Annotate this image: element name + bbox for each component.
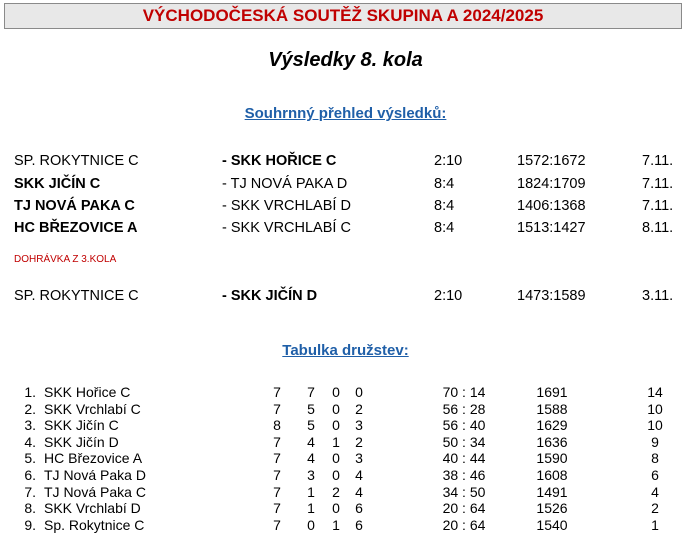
points-ratio: 34 : 50	[442, 483, 486, 500]
position: 5.	[24, 450, 36, 467]
standings-row	[0, 401, 691, 417]
match-score: 2:10	[434, 153, 463, 169]
position: 3.	[24, 417, 36, 434]
home-team: HC BŘEZOVICE A	[14, 220, 138, 236]
team-name: SKK Jičín C	[44, 417, 119, 434]
match-date: 3.11.	[642, 288, 674, 304]
games-drawn: 0	[332, 450, 340, 467]
match-date: 7.11.	[642, 153, 674, 169]
team-name: TJ Nová Paka D	[44, 467, 146, 483]
average-pins: 1629	[536, 417, 568, 434]
makeup-note: DOHRÁVKA Z 3.KOLA	[14, 254, 117, 265]
away-team: - SKK VRCHLABÍ D	[222, 198, 351, 214]
match-date: 7.11.	[642, 176, 674, 192]
average-pins: 1590	[536, 450, 568, 467]
games-played: 7	[273, 433, 281, 450]
team-points: 1	[651, 516, 659, 533]
team-name: SKK Vrchlabí C	[44, 400, 141, 417]
average-pins: 1540	[536, 516, 568, 533]
average-pins: 1636	[536, 433, 568, 450]
games-won: 5	[307, 417, 315, 434]
standings-row	[0, 450, 691, 466]
games-lost: 6	[355, 500, 363, 517]
games-drawn: 0	[332, 417, 340, 434]
position: 9.	[24, 516, 36, 533]
team-name: SKK Jičín D	[44, 433, 119, 450]
team-points: 6	[651, 467, 659, 483]
team-name: HC Březovice A	[44, 450, 143, 467]
summary-heading: Souhrnný přehled výsledků:	[244, 105, 447, 122]
match-score: 2:10	[434, 288, 463, 304]
points-ratio: 56 : 40	[442, 417, 486, 434]
away-team: - TJ NOVÁ PAKA D	[222, 176, 348, 192]
pin-score: 1473:1589	[517, 288, 586, 304]
team-points: 10	[647, 400, 663, 417]
result-row	[0, 176, 691, 196]
standings-row	[0, 500, 691, 516]
games-lost: 3	[355, 417, 363, 434]
games-lost: 4	[355, 483, 363, 500]
games-played: 7	[273, 500, 281, 517]
match-date: 8.11.	[642, 220, 674, 236]
games-drawn: 1	[332, 433, 340, 450]
points-ratio: 56 : 28	[442, 400, 486, 417]
games-lost: 2	[355, 400, 363, 417]
points-ratio: 40 : 44	[442, 450, 486, 467]
standings-row	[0, 434, 691, 450]
games-won: 4	[307, 433, 315, 450]
games-won: 1	[307, 483, 315, 500]
team-points: 2	[651, 500, 659, 517]
standings-row	[0, 384, 691, 400]
table-heading: Tabulka družstev:	[282, 342, 409, 359]
position: 6.	[24, 467, 36, 483]
games-drawn: 1	[332, 516, 340, 533]
home-team: SKK JIČÍN C	[14, 176, 101, 192]
away-team: - SKK HOŘICE C	[222, 153, 337, 169]
games-played: 7	[273, 516, 281, 533]
match-score: 8:4	[434, 176, 455, 192]
points-ratio: 20 : 64	[442, 516, 486, 533]
games-drawn: 0	[332, 500, 340, 517]
match-date: 7.11.	[642, 198, 674, 214]
average-pins: 1526	[536, 500, 568, 517]
team-name: TJ Nová Paka C	[44, 483, 146, 500]
position: 4.	[24, 433, 36, 450]
team-points: 14	[647, 384, 663, 400]
games-played: 7	[273, 384, 281, 400]
games-drawn: 0	[332, 384, 340, 400]
team-name: SKK Hořice C	[44, 384, 131, 400]
games-won: 7	[307, 384, 315, 400]
team-name: Sp. Rokytnice C	[44, 516, 145, 533]
team-points: 4	[651, 483, 659, 500]
games-won: 3	[307, 467, 315, 483]
games-lost: 6	[355, 516, 363, 533]
makeup-result-row	[0, 288, 691, 308]
pin-score: 1572:1672	[517, 153, 586, 169]
games-lost: 2	[355, 433, 363, 450]
average-pins: 1491	[536, 483, 568, 500]
games-played: 7	[273, 467, 281, 483]
points-ratio: 70 : 14	[442, 384, 486, 400]
round-title: Výsledky 8. kola	[268, 49, 423, 71]
position: 2.	[24, 400, 36, 417]
pin-score: 1406:1368	[517, 198, 586, 214]
games-won: 1	[307, 500, 315, 517]
standings-row	[0, 417, 691, 433]
games-won: 5	[307, 400, 315, 417]
result-row	[0, 153, 691, 173]
position: 1.	[24, 384, 36, 400]
pin-score: 1824:1709	[517, 176, 586, 192]
games-played: 7	[273, 483, 281, 500]
games-lost: 4	[355, 467, 363, 483]
result-row	[0, 198, 691, 218]
average-pins: 1608	[536, 467, 568, 483]
standings-row	[0, 467, 691, 483]
team-points: 10	[647, 417, 663, 434]
home-team: SP. ROKYTNICE C	[14, 288, 139, 304]
position: 8.	[24, 500, 36, 517]
games-drawn: 0	[332, 467, 340, 483]
games-won: 4	[307, 450, 315, 467]
home-team: SP. ROKYTNICE C	[14, 153, 139, 169]
pin-score: 1513:1427	[517, 220, 586, 236]
games-lost: 3	[355, 450, 363, 467]
games-drawn: 2	[332, 483, 340, 500]
team-name: SKK Vrchlabí D	[44, 500, 141, 517]
home-team: TJ NOVÁ PAKA C	[14, 198, 135, 214]
games-played: 7	[273, 400, 281, 417]
away-team: - SKK VRCHLABÍ C	[222, 220, 351, 236]
result-row	[0, 220, 691, 240]
points-ratio: 20 : 64	[442, 500, 486, 517]
competition-title: VÝCHODOČESKÁ SOUTĚŽ SKUPINA A 2024/2025	[4, 3, 682, 29]
standings-row	[0, 517, 691, 533]
games-won: 0	[307, 516, 315, 533]
games-drawn: 0	[332, 400, 340, 417]
standings-row	[0, 484, 691, 500]
team-points: 9	[651, 433, 659, 450]
points-ratio: 38 : 46	[442, 467, 486, 483]
match-score: 8:4	[434, 220, 455, 236]
games-played: 7	[273, 450, 281, 467]
position: 7.	[24, 483, 36, 500]
average-pins: 1588	[536, 400, 568, 417]
games-played: 8	[273, 417, 281, 434]
average-pins: 1691	[536, 384, 568, 400]
points-ratio: 50 : 34	[442, 433, 486, 450]
away-team: - SKK JIČÍN D	[222, 288, 318, 304]
team-points: 8	[651, 450, 659, 467]
match-score: 8:4	[434, 198, 455, 214]
games-lost: 0	[355, 384, 363, 400]
